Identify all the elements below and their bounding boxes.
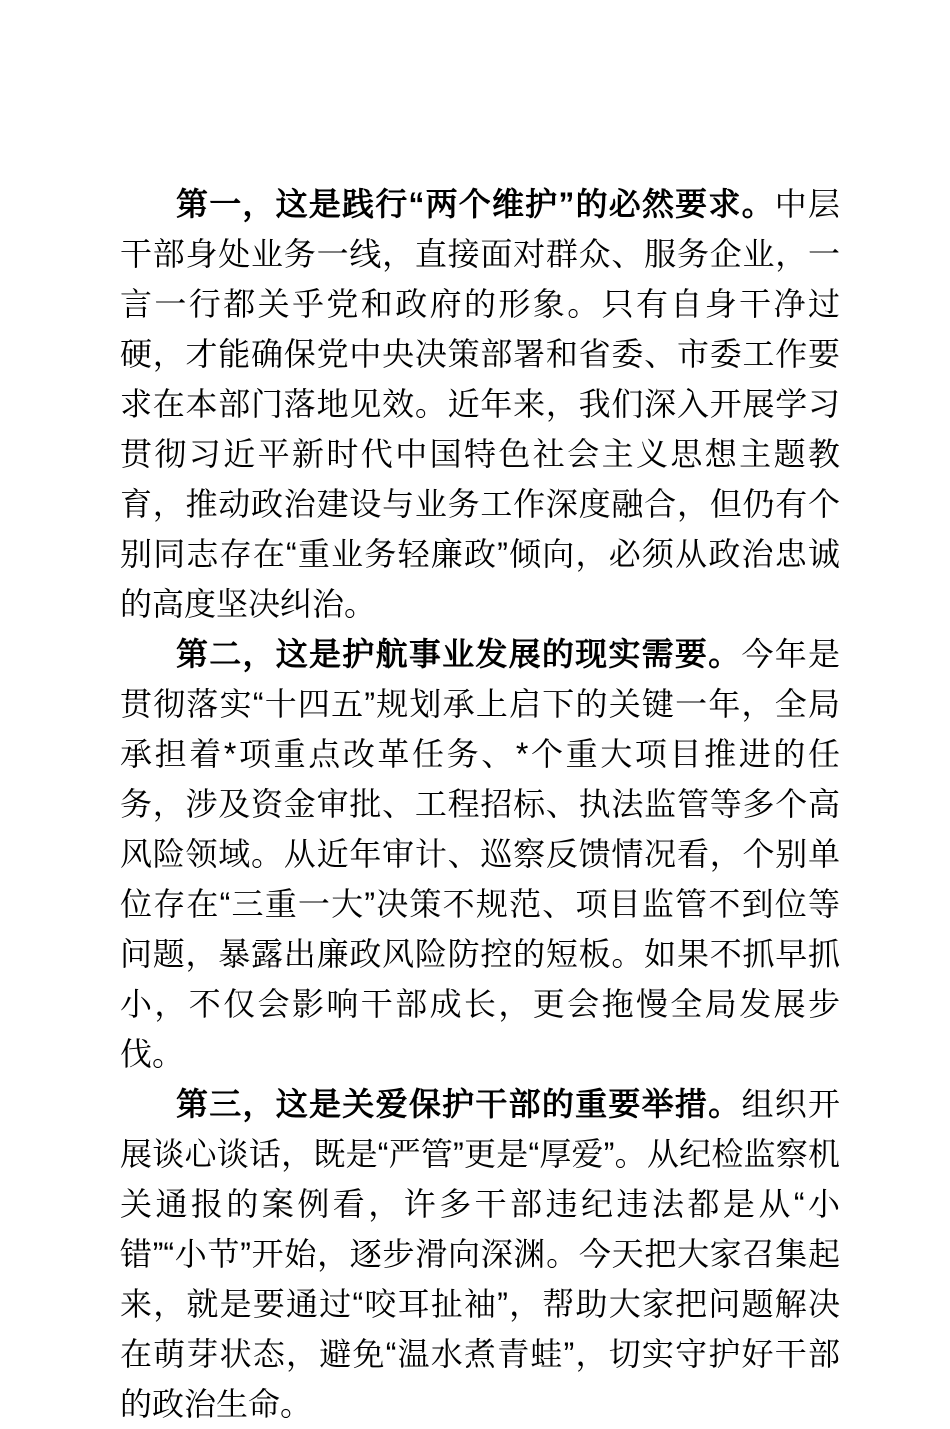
paragraph-second-point — [120, 629, 840, 1079]
paragraph-third-point — [120, 1079, 840, 1429]
paragraph-third-point-body: 组织开展谈心谈话，既是“严管”更是“厚爱”。从纪检监察机关通报的案例看，许多干部违纪违法都是从“小错”“小节”开始，逐步滑向深渊。今天把大家召集起来，就是要通过“咬耳扯袖”，帮助大家把问题解决在萌芽状态，避免“温水煮青蛙”，切实守护好干部的政治生命。 — [120, 1086, 840, 1422]
paragraph-first-point — [120, 179, 840, 629]
paragraph-first-point-body: 中层干部身处业务一线，直接面对群众、服务企业，一言一行都关乎党和政府的形象。只有自身干净过硬，才能确保党中央决策部署和省委、市委工作要求在本部门落地见效。近年来，我们深入开展学习贯彻习近平新时代中国特色社会主义思想主题教育，推动政治建设与业务工作深度融合，但仍有个别同志存在“重业务轻廉政”倾向，必须从政治忠诚的高度坚决纠治。 — [120, 186, 840, 622]
paragraph-second-point-body: 今年是贯彻落实“十四五”规划承上启下的关键一年，全局承担着*项重点改革任务、*个重大项目推进的任务，涉及资金审批、工程招标、执法监管等多个高风险领域。从近年审计、巡察反馈情况看，个别单位存在“三重一大”决策不规范、项目监管不到位等问题，暴露出廉政风险防控的短板。如果不抓早抓小，不仅会影响干部成长，更会拖慢全局发展步伐。 — [120, 636, 840, 1072]
paragraph-second-point-lead: 第二，这是护航事业发展的现实需要。 — [176, 636, 742, 672]
paragraph-third-point-lead: 第三，这是关爱保护干部的重要举措。 — [176, 1086, 742, 1122]
document-body — [120, 179, 840, 1429]
paragraph-first-point-lead: 第一，这是践行“两个维护”的必然要求。 — [176, 186, 775, 222]
